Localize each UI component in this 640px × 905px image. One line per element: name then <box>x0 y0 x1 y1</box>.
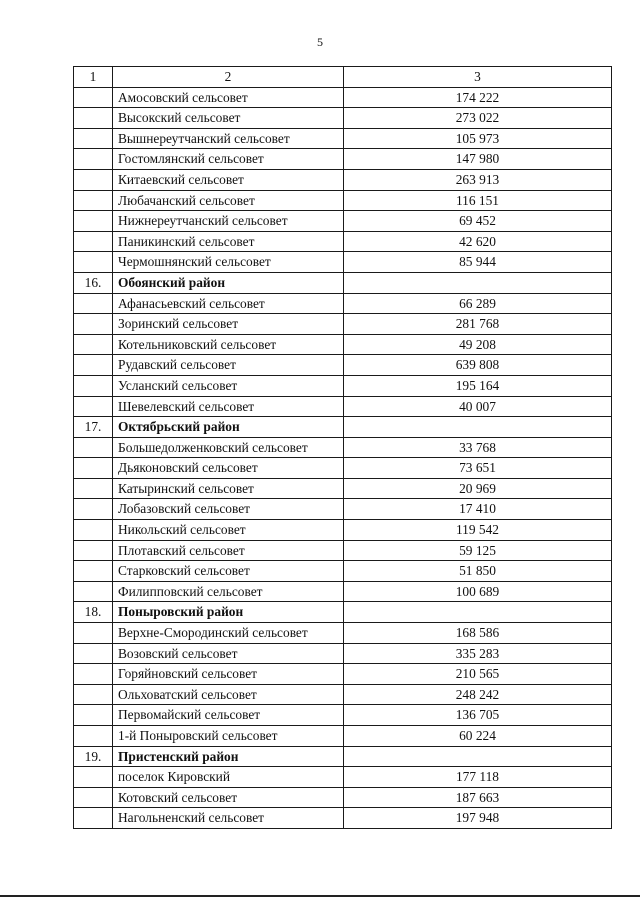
row-number <box>74 190 113 211</box>
table-header-row <box>74 67 612 88</box>
table-row <box>74 128 612 149</box>
table-row <box>74 540 612 561</box>
row-number <box>74 478 113 499</box>
table-row <box>74 808 612 829</box>
table-row <box>74 664 612 685</box>
settlement-name: Горяйновский сельсовет <box>113 664 344 685</box>
amount-value: 73 651 <box>344 458 612 479</box>
settlement-name: Котовский сельсовет <box>113 787 344 808</box>
row-number: 18. <box>74 602 113 623</box>
district-name: Пристенский район <box>113 746 344 767</box>
amount-value: 85 944 <box>344 252 612 273</box>
amount-value: 263 913 <box>344 169 612 190</box>
row-number <box>74 520 113 541</box>
district-row <box>74 272 612 293</box>
row-number <box>74 334 113 355</box>
settlement-name: Возовский сельсовет <box>113 643 344 664</box>
row-number: 16. <box>74 272 113 293</box>
table-row <box>74 458 612 479</box>
amount-value: 136 705 <box>344 705 612 726</box>
table-row <box>74 231 612 252</box>
table-row <box>74 211 612 232</box>
amount-value: 335 283 <box>344 643 612 664</box>
amount-value: 33 768 <box>344 437 612 458</box>
row-number <box>74 540 113 561</box>
table-row <box>74 149 612 170</box>
district-row <box>74 746 612 767</box>
amount-value: 66 289 <box>344 293 612 314</box>
row-number <box>74 87 113 108</box>
page-bottom-rule <box>0 895 640 897</box>
table-row <box>74 355 612 376</box>
table-row <box>74 396 612 417</box>
settlement-name: 1-й Поныровский сельсовет <box>113 726 344 747</box>
amount-value: 51 850 <box>344 561 612 582</box>
settlement-name: Гостомлянский сельсовет <box>113 149 344 170</box>
table-row <box>74 478 612 499</box>
settlement-name: Вышнереутчанский сельсовет <box>113 128 344 149</box>
amount-value <box>344 746 612 767</box>
row-number <box>74 643 113 664</box>
amount-value: 174 222 <box>344 87 612 108</box>
amount-value: 17 410 <box>344 499 612 520</box>
row-number <box>74 108 113 129</box>
amount-value: 105 973 <box>344 128 612 149</box>
table-row <box>74 623 612 644</box>
table-row <box>74 705 612 726</box>
amount-value: 168 586 <box>344 623 612 644</box>
table-row <box>74 334 612 355</box>
column-header-3: 3 <box>344 67 612 88</box>
row-number <box>74 355 113 376</box>
settlement-name: Нижнереутчанский сельсовет <box>113 211 344 232</box>
table-row <box>74 684 612 705</box>
row-number <box>74 231 113 252</box>
settlement-name: Филипповский сельсовет <box>113 581 344 602</box>
table-row <box>74 499 612 520</box>
row-number <box>74 293 113 314</box>
page-number: 5 <box>317 35 323 49</box>
settlement-name: Ольховатский сельсовет <box>113 684 344 705</box>
amount-value: 210 565 <box>344 664 612 685</box>
amount-value: 147 980 <box>344 149 612 170</box>
settlement-name: Нагольненский сельсовет <box>113 808 344 829</box>
table-row <box>74 190 612 211</box>
settlement-name: Шевелевский сельсовет <box>113 396 344 417</box>
table-row <box>74 169 612 190</box>
amount-value: 639 808 <box>344 355 612 376</box>
settlement-name: Никольский сельсовет <box>113 520 344 541</box>
settlement-name: Лобазовский сельсовет <box>113 499 344 520</box>
amount-value <box>344 602 612 623</box>
settlement-name: Афанасьевский сельсовет <box>113 293 344 314</box>
amount-value: 49 208 <box>344 334 612 355</box>
settlement-name: Котельниковский сельсовет <box>113 334 344 355</box>
settlement-name: Паникинский сельсовет <box>113 231 344 252</box>
row-number <box>74 314 113 335</box>
table-row <box>74 293 612 314</box>
amount-value: 119 542 <box>344 520 612 541</box>
row-number <box>74 149 113 170</box>
settlement-name: Первомайский сельсовет <box>113 705 344 726</box>
row-number: 19. <box>74 746 113 767</box>
row-number <box>74 623 113 644</box>
table-row <box>74 314 612 335</box>
amount-value: 69 452 <box>344 211 612 232</box>
row-number <box>74 437 113 458</box>
settlement-name: Верхне-Смородинский сельсовет <box>113 623 344 644</box>
table-row <box>74 561 612 582</box>
amount-value: 60 224 <box>344 726 612 747</box>
settlement-name: Большедолженковский сельсовет <box>113 437 344 458</box>
settlement-name: Усланский сельсовет <box>113 375 344 396</box>
row-number <box>74 499 113 520</box>
district-row <box>74 417 612 438</box>
table-row <box>74 787 612 808</box>
amount-value: 40 007 <box>344 396 612 417</box>
row-number <box>74 705 113 726</box>
table-row <box>74 643 612 664</box>
settlement-name: Зоринский сельсовет <box>113 314 344 335</box>
row-number <box>74 211 113 232</box>
amount-value: 248 242 <box>344 684 612 705</box>
row-number <box>74 808 113 829</box>
row-number <box>74 787 113 808</box>
row-number <box>74 375 113 396</box>
column-header-1: 1 <box>74 67 113 88</box>
amount-value: 197 948 <box>344 808 612 829</box>
allocation-table <box>73 66 612 829</box>
settlement-name: Любачанский сельсовет <box>113 190 344 211</box>
row-number <box>74 169 113 190</box>
amount-value: 195 164 <box>344 375 612 396</box>
table-row <box>74 108 612 129</box>
row-number <box>74 726 113 747</box>
amount-value: 20 969 <box>344 478 612 499</box>
amount-value: 273 022 <box>344 108 612 129</box>
district-name: Обоянский район <box>113 272 344 293</box>
settlement-name: Чермошнянский сельсовет <box>113 252 344 273</box>
settlement-name: Дьяконовский сельсовет <box>113 458 344 479</box>
district-name: Октябрьский район <box>113 417 344 438</box>
row-number <box>74 396 113 417</box>
amount-value <box>344 272 612 293</box>
district-name: Поныровский район <box>113 602 344 623</box>
table-row <box>74 252 612 273</box>
table-row <box>74 437 612 458</box>
column-header-2: 2 <box>113 67 344 88</box>
table-row <box>74 87 612 108</box>
amount-value: 116 151 <box>344 190 612 211</box>
settlement-name: Старковский сельсовет <box>113 561 344 582</box>
row-number <box>74 767 113 788</box>
settlement-name: Рудавский сельсовет <box>113 355 344 376</box>
table-row <box>74 581 612 602</box>
row-number <box>74 561 113 582</box>
row-number <box>74 252 113 273</box>
settlement-name: Амосовский сельсовет <box>113 87 344 108</box>
amount-value: 177 118 <box>344 767 612 788</box>
amount-value: 100 689 <box>344 581 612 602</box>
amount-value: 187 663 <box>344 787 612 808</box>
settlement-name: Плотавский сельсовет <box>113 540 344 561</box>
settlement-name: Высокский сельсовет <box>113 108 344 129</box>
amount-value <box>344 417 612 438</box>
row-number: 17. <box>74 417 113 438</box>
settlement-name: Китаевский сельсовет <box>113 169 344 190</box>
table-row <box>74 520 612 541</box>
table-row <box>74 767 612 788</box>
row-number <box>74 128 113 149</box>
amount-value: 281 768 <box>344 314 612 335</box>
row-number <box>74 684 113 705</box>
settlement-name: поселок Кировский <box>113 767 344 788</box>
settlement-name: Катыринский сельсовет <box>113 478 344 499</box>
row-number <box>74 664 113 685</box>
row-number <box>74 458 113 479</box>
amount-value: 42 620 <box>344 231 612 252</box>
row-number <box>74 581 113 602</box>
table-row <box>74 375 612 396</box>
district-row <box>74 602 612 623</box>
table-row <box>74 726 612 747</box>
amount-value: 59 125 <box>344 540 612 561</box>
